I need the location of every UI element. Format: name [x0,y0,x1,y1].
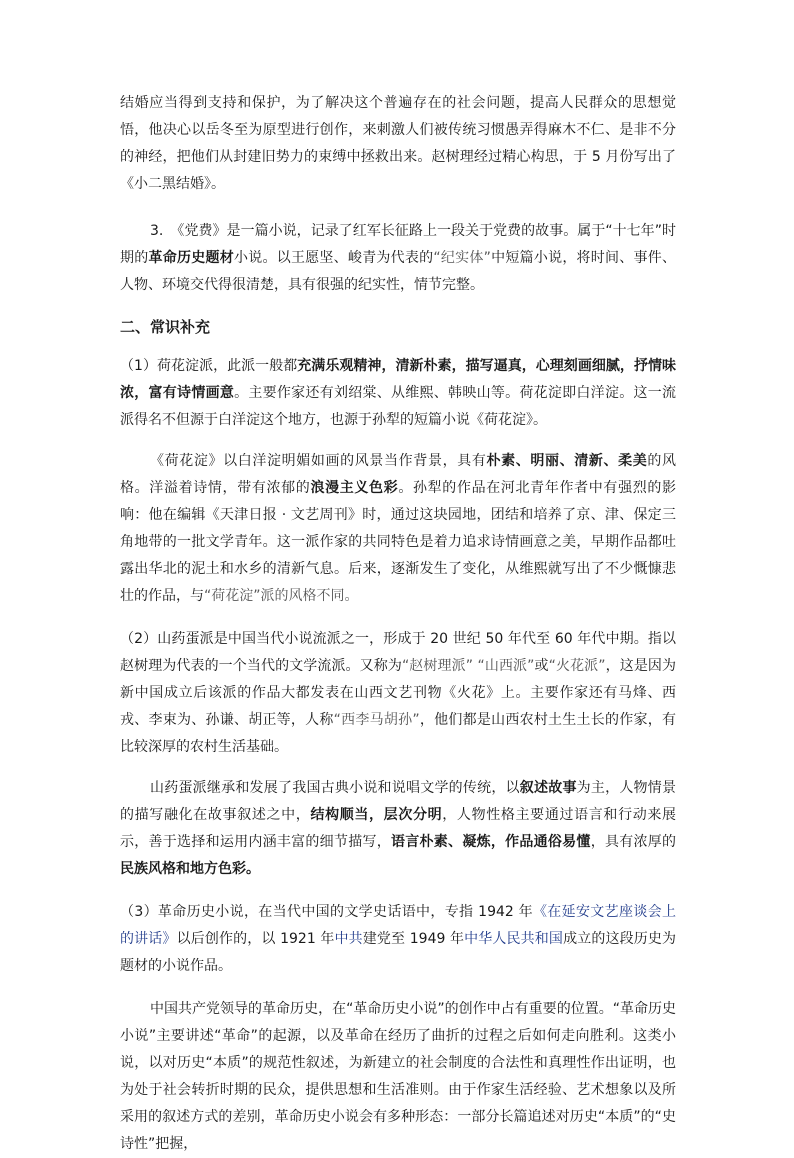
paragraph-hehuadian-school [120,353,676,434]
text-run: 以后创作的，以 1921 年 [176,931,335,947]
bold-text: 民族风格和地方色彩。 [120,861,260,877]
paragraph-shanyaodan-style [120,775,676,883]
quoted-term: “纪实体” [433,250,491,266]
document-body [120,90,676,1158]
link-yanan-talks[interactable]: 《在延安文艺座谈会上的讲话》 [120,904,677,947]
bold-text: 朴素、明丽、清新、柔美 [486,453,648,469]
text-run: 小说。以王愿坚、峻青为代表的 [233,250,434,266]
bold-text: 语言朴素、凝炼，作品通俗易懂 [391,834,591,850]
bold-text: 叙述故事 [519,780,577,796]
text-run: ，具有浓厚的 [590,834,677,850]
text-run: （1）荷花淀派，此派一般都 [120,358,298,374]
quoted-term: “火花派” [548,658,606,674]
bold-text: 充满乐观精神，清新朴素，描写逼真，心理刻画细腻，抒情味浓，富有诗情画意 [120,358,676,401]
bold-text: 浪漫主义色彩 [310,480,399,496]
text-run: 建党至 1949 年 [362,931,465,947]
text-run: 为主，人物情景的描写融化在故事叙述之中， [120,780,677,823]
text-run: 3. 《党费》是一篇小说，记录了红军长征路上一段关于党费的故事。属于“十七年”时期的 [120,223,676,266]
paragraph-hehuadian-style [120,448,676,610]
text-run: 的风格。洋溢着诗情，带有浓郁的 [120,453,677,496]
text-run: 山药蛋派继承和发展了我国古典小说和说唱文学的传统，以 [150,780,520,796]
paragraph-revolution-novel [120,996,676,1158]
bold-text: 结构顺当，层次分明 [310,807,443,823]
text-run: 结婚应当得到支持和保护，为了解决这个普遍存在的社会问题，提高人民群众的思想觉悟，他决心以岳冬至为原型进行创作，来刺激人们被传统习惯愚弄得麻木不仁、是非不分的神经，把他们从封建旧势力的束缚中拯救出来。赵树理经过精心构思，于 5 月份写出了《小二黑结婚》。 [120,95,676,192]
paragraph-dangfei [120,218,676,299]
text-run: 中短篇小说，将时间、事件、人物、环境交代得很清楚，具有很强的纪实性，情节完整。 [120,250,677,293]
text-run: ，他们都是山西农村土生土长的作家，有比较深厚的农村生活基础。 [120,712,677,755]
section-heading: 二、常识补充 [120,318,211,336]
text-run: （2）山药蛋派是中国当代小说流派之一，形成于 20 世纪 50 年代至 60 年代中期。指以赵树理为代表的一个当代的文学流派。又称为 [120,631,676,674]
text-run: ，人物性格主要通过语言和行动来展示，善于选择和运用内涵丰富的细节描写， [120,807,677,850]
text-run: 《荷花淀》以白洋淀明媚如画的风景当作背景，具有 [150,453,487,469]
text-run: （3）革命历史小说，在当代中国的文学史话语中，专指 1942 年 [120,904,533,920]
paragraph-xiaoerhei [120,90,676,198]
quoted-term: “荷花淀”派的风格不同。 [204,588,359,604]
quoted-term: “西李马胡孙” [333,712,420,728]
bold-text: 革命历史题材 [148,250,234,266]
text-run: 。主要作家还有刘绍棠、从维熙、韩映山等。荷花淀即白洋淀。这一流派得名不但源于白洋淀这个地方，也源于孙犁的短篇小说《荷花淀》。 [120,385,677,428]
link-prc[interactable]: 中华人民共和国 [464,931,564,947]
text-run: 或 [534,658,549,674]
paragraph-revolution-history [120,899,676,980]
text-run: 中国共产党领导的革命历史，在“革命历史小说”的创作中占有重要的位置。“革命历史小说”主要讲述“革命”的起源，以及革命在经历了曲折的过程之后如何走向胜利。这类小说，以对历史“本质”的规范性叙述，为新建立的社会制度的合法性和真理性作出证明，也为处于社会转折时期的民众，提供思想和生活准则。由于作家生活经验、艺术想象以及所采用的叙述方式的差别，革命历史小说会有多种形态：一部分长篇追述对历史“本质”的“史诗性”把握， [120,1001,676,1152]
text-run: 。孙犁的作品在河北青年作者中有强烈的影响：他在编辑《天津日报 · 文艺周刊》时，通过这块园地，团结和培养了京、津、保定三角地带的一批文学青年。这一派作家的共同特色是着力追求诗情画意之美，早期作品都吐露出华北的泥土和水乡的清新气息。后来，逐渐发生了变化，从维熙就写出了不少慨慷悲壮的作品，与 [120,480,677,604]
quoted-term: “山西派” [477,658,535,674]
text-run: ，这是因为新中国成立后该派的作品大都发表在山西文艺刊物《火花》上。主要作家还有马烽、西戎、李束为、孙谦、胡正等，人称 [120,658,677,728]
paragraph-shanyaodan-school [120,626,676,761]
link-ccp[interactable]: 中共 [334,931,363,947]
quoted-term: “赵树理派” [401,658,473,674]
text-run: 成立的这段历史为题材的小说作品。 [120,931,677,974]
